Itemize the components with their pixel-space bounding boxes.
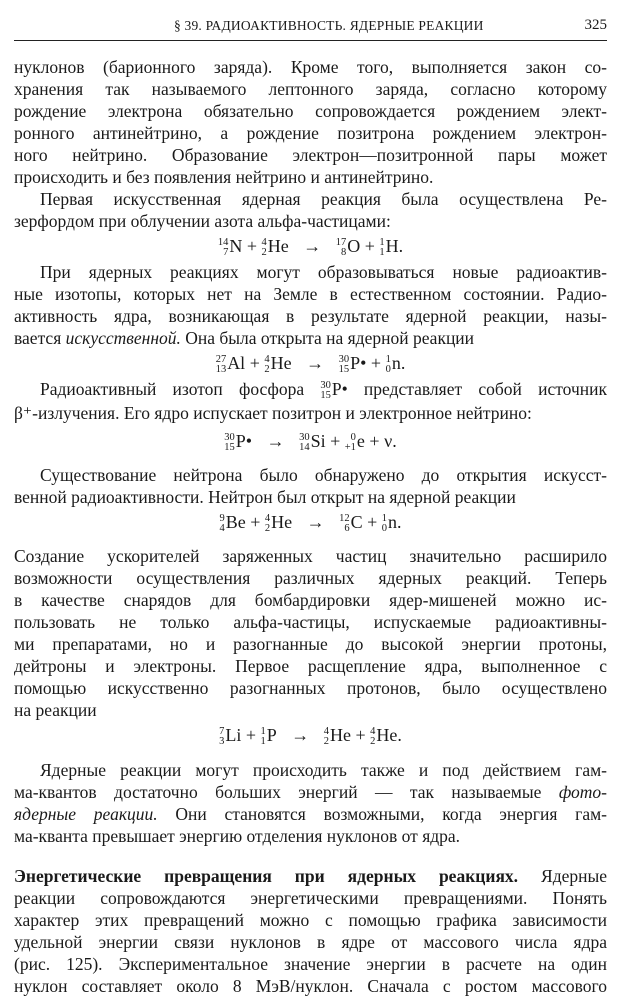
reaction-arrow: → [306,512,325,532]
text-line: Ядерные реакции могут происходить также и под действием гам- [40,760,607,780]
nuclide: 12 6 C [339,512,363,534]
text-line: ма-квантов достаточно больших энергий — так называемые фото- [14,782,607,802]
text-line: ми препаратами, но и разогнанные до высокой энергии протоны, [14,634,607,654]
text-line: реакции сопровождаются энергетическими превращениями. Понять [14,888,607,908]
text-line: ядерные реакции. Они становятся возможными, когда энергия гам- [14,804,607,824]
reaction-arrow: → [303,236,322,256]
nuclide: 4 2 He [264,353,292,375]
nuclide: 4 2 He. [370,725,402,747]
page-number: 325 [584,17,607,33]
text-line: Существование нейтрона было обнаружено до открытия искусст- [40,465,607,485]
italic-term: искусственной. [65,328,181,348]
nuclide: 30 15 P• [338,353,367,375]
text-line: Радиоактивный изотоп фосфора 30 15 P• представляет собой источник [40,379,607,401]
text-line: вается искусственной. Она была открыта на ядерной реакции [14,328,475,348]
text-line: дейтроны и электроны. Первое расщепление ядра, выполненное с [14,656,607,676]
nuclear-reaction-formula: 9 4 Be + 4 2 He → 12 6 C + 1 0 n. [219,512,402,534]
running-header [14,14,607,41]
text-line: Энергетические превращения при ядерных реакциях. Ядерные [14,866,607,886]
text-line: хранения так называемого лептонного заряда, согласно которому [14,79,607,99]
reaction-arrow: → [266,431,285,451]
text-line: венной радиоактивности. Нейтрон был открыт на ядерной реакции [14,487,516,507]
nuclear-reaction-formula: 7 3 Li + 1 1 P → 4 2 He + 4 2 He. [219,725,402,747]
nuclide: 1 0 n. [381,512,402,534]
text-line: ные изотопы, которых нет на Земле в естественном состоянии. Радио- [14,284,607,304]
nuclide: 30 15 P• [320,379,348,401]
header-title: § 39. РАДИОАКТИВНОСТЬ. ЯДЕРНЫЕ РЕАКЦИИ [174,18,484,33]
reaction-arrow: → [306,353,325,373]
italic-term: фото- [558,782,607,802]
text-line: зерфордом при облучении азота альфа-частицами: [14,211,391,231]
nuclide: 30 15 P• [224,431,253,453]
nuclide: 1 0 n. [385,353,406,375]
nuclide: 7 3 Li [219,725,242,747]
text-line: рождение электрона обязательно сопровождается рождением элект- [14,101,607,121]
text-line: ронного антинейтрино, а рождение позитрона рождением электрон- [14,123,607,143]
nuclide: 17 8 O [335,236,361,258]
nuclide: 4 2 He [261,236,289,258]
section-heading: Энергетические превращения при ядерных реакциях. [14,866,519,886]
text-line: (рис. 125). Экспериментальное значение энергии в расчете на один [14,954,607,974]
reaction-arrow: → [291,725,310,745]
text-line: помощью искусственно разогнанных протонов, было осуществлено [14,678,607,698]
nuclide: 30 14 Si [299,431,326,453]
text-line: ма-кванта превышает энергию отделения нуклонов от ядра. [14,826,461,846]
nuclide: 1 1 P [260,725,277,747]
text-line: активность ядра, возникающая в результате ядерной реакции, назы- [14,306,607,326]
text-line: происходить и без появления нейтрино и антинейтрино. [14,167,434,187]
nuclide: 9 4 Be [219,512,246,534]
text-line: нуклон составляет около 8 МэВ/нуклон. Сначала с ростом массового [14,976,607,996]
nuclear-reaction-formula: 30 15 P• → 30 14 Si + 0 +1 e + ν. [224,431,397,453]
italic-term: ядерные реакции. [14,804,158,824]
nuclide: 4 2 He [264,512,293,534]
text-line: β⁺-излучения. Его ядро испускает позитрон и электронное нейтрино: [14,403,532,423]
text-line: ного нейтрино. Образование электрон—позитронной пары может [14,145,607,165]
text-line: в качестве снарядов для бомбардировки ядер-мишеней можно ис- [14,590,607,610]
nuclide: 1 1 H. [379,236,404,258]
nuclide: 14 7 N [217,236,243,258]
nuclide: 4 2 He [323,725,351,747]
text-line: пользовать не только альфа-частицы, испускаемые радиоактивны- [14,612,607,632]
nuclear-reaction-formula: 27 13 Al + 4 2 He → 30 15 P• + 1 0 n. [215,353,406,375]
text-line: Создание ускорителей заряженных частиц значительно расширило [14,546,607,566]
text-line: удельной энергии связи нуклонов в ядре от массового числа ядра [14,932,607,952]
text-line: При ядерных реакциях могут образовываться новые радиоактив- [40,262,607,282]
nuclide: 27 13 Al [215,353,246,375]
text-line: характер этих превращений можно с помощью графика зависимости [14,910,607,930]
text-line: на реакции [14,700,97,720]
nuclear-reaction-formula: 14 7 N + 4 2 He → 17 8 O + 1 1 H. [217,236,404,258]
nuclide: 0 +1 e [344,431,365,453]
text-line: Первая искусственная ядерная реакция была осуществлена Ре- [40,189,607,209]
text-line: нуклонов (барионного заряда). Кроме того, выполняется закон со- [14,57,607,77]
text-line: возможности осуществления различных ядерных реакций. Теперь [14,568,607,588]
